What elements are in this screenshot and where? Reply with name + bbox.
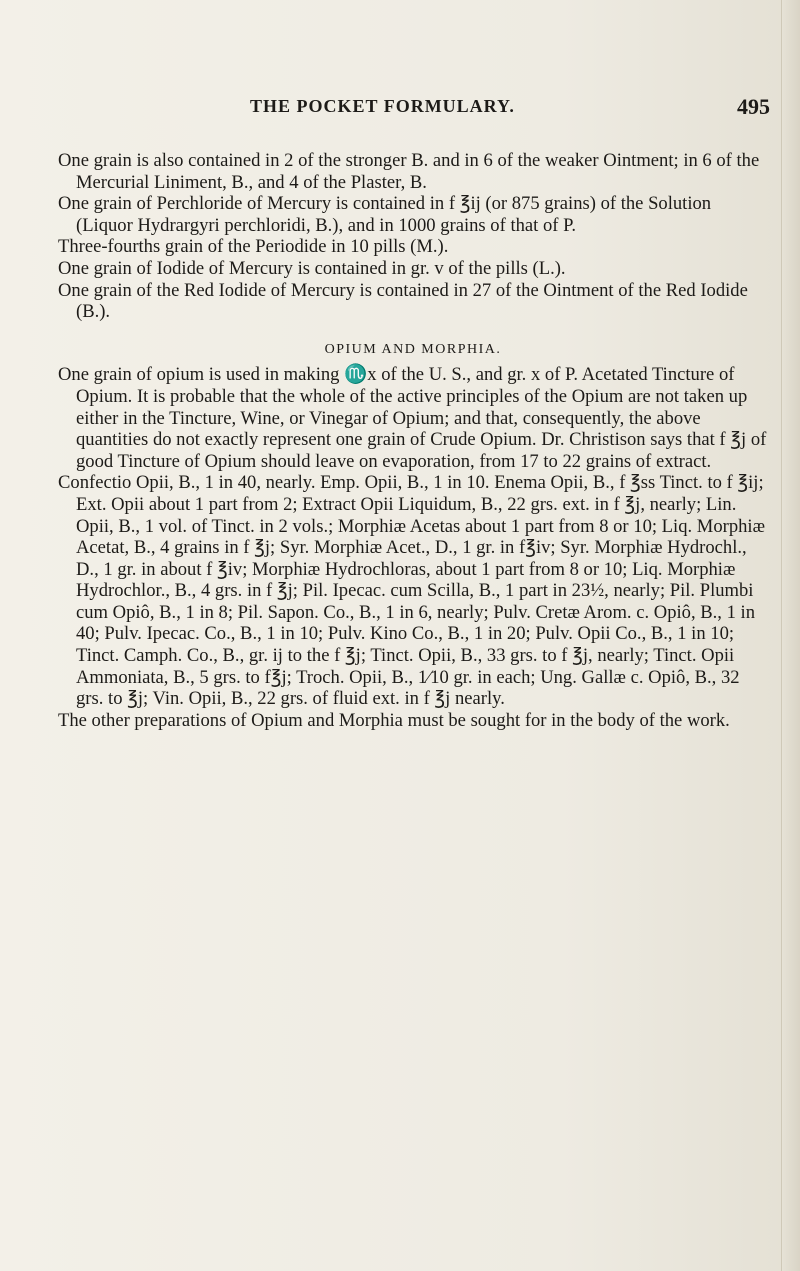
body-text bbox=[58, 150, 768, 731]
mercury-paragraph: Three-fourths grain of the Periodide in 10 pills (M.). bbox=[58, 236, 449, 258]
mercury-paragraph: One grain is also contained in 2 of the stronger B. and in 6 of the weaker Ointment; in 6 of the Mercurial Liniment, B., and 4 of the Plaster, B. bbox=[58, 150, 760, 193]
opium-preparations: Confectio Opii, B., 1 in 40, nearly. Emp. Opii, B., 1 in 10. Enema Opii, B., f ℥ss Tinct. to f ℥ij; Ext. Opii about 1 part from 2; Extract Opii Liquidum, B., 22 grs. ext. in f ℥j, nearly; Lin. Opii, B., 1 vol. of Tinct. in 2 vols.; Morphiæ Acetas about 1 part from 8 or 10; Liq. Morphiæ Acetat, B., 4 grains in f ℥j; Syr. Morphiæ Acet., D., 1 gr. in f℥iv; Syr. Morphiæ Hydrochl., D., 1 gr. in about f ℥iv; Morphiæ Hydrochloras, about 1 part from 8 or 10; Liq. Morphiæ Hydrochlor., B., 4 grs. in f ℥j; Pil. Ipecac. cum Scilla, B., 1 part in 23½, nearly; Pil. Plumbi cum Opiô, B., 1 in 8; Pil. Sapon. Co., B., 1 in 6, nearly; Pulv. Cretæ Arom. c. Opiô, B., 1 in 40; Pulv. Ipecac. Co., B., 1 in 10; Pulv. Kino Co., B., 1 in 20; Pulv. Opii Co., B., 1 in 10; Tinct. Camph. Co., B., gr. ij to the f ℥j; Tinct. Opii, B., 33 grs. to f ℥j, nearly; Tinct. Opii Ammoniata, B., 5 grs. to f℥j; Troch. Opii, B., 1⁄10 gr. in each; Ung. Gallæ c. Opiô, B., 32 grs. to ℥j; Vin. Opii, B., 22 grs. of fluid ext. in f ℥j nearly. bbox=[58, 472, 765, 710]
opium-intro: One grain of opium is used in making ♏x of the U. S., and gr. x of P. Acetated Tincture of Opium. It is probable that the whole of the active principles of the Opium are not taken up either in the Tincture, Wine, or Vinegar of Opium; and that, consequently, the above quantities do not exactly represent one grain of Crude Opium. Dr. Christison says that f ℥j of good Tincture of Opium should leave on evaporation, from 17 to 22 grains of extract. bbox=[58, 364, 767, 472]
mercury-paragraph: One grain of Perchloride of Mercury is contained in f ℥ij (or 875 grains) of the Solution (Liquor Hydrargyri perchloridi, B.), and in 1000 grains of that of P. bbox=[58, 193, 712, 236]
running-title: THE POCKET FORMULARY. bbox=[250, 96, 515, 116]
closing-note: The other preparations of Opium and Morphia must be sought for in the body of the work. bbox=[58, 709, 730, 731]
page-header bbox=[250, 96, 770, 126]
mercury-paragraph: One grain of Iodide of Mercury is contained in gr. v of the pills (L.). bbox=[58, 257, 566, 279]
section-heading: OPIUM AND MORPHIA. bbox=[324, 341, 502, 357]
page-number: 495 bbox=[737, 94, 770, 119]
mercury-paragraph: One grain of the Red Iodide of Mercury is contained in 27 of the Ointment of the Red Iodide (B.). bbox=[58, 279, 748, 323]
page-edge bbox=[781, 0, 800, 1271]
